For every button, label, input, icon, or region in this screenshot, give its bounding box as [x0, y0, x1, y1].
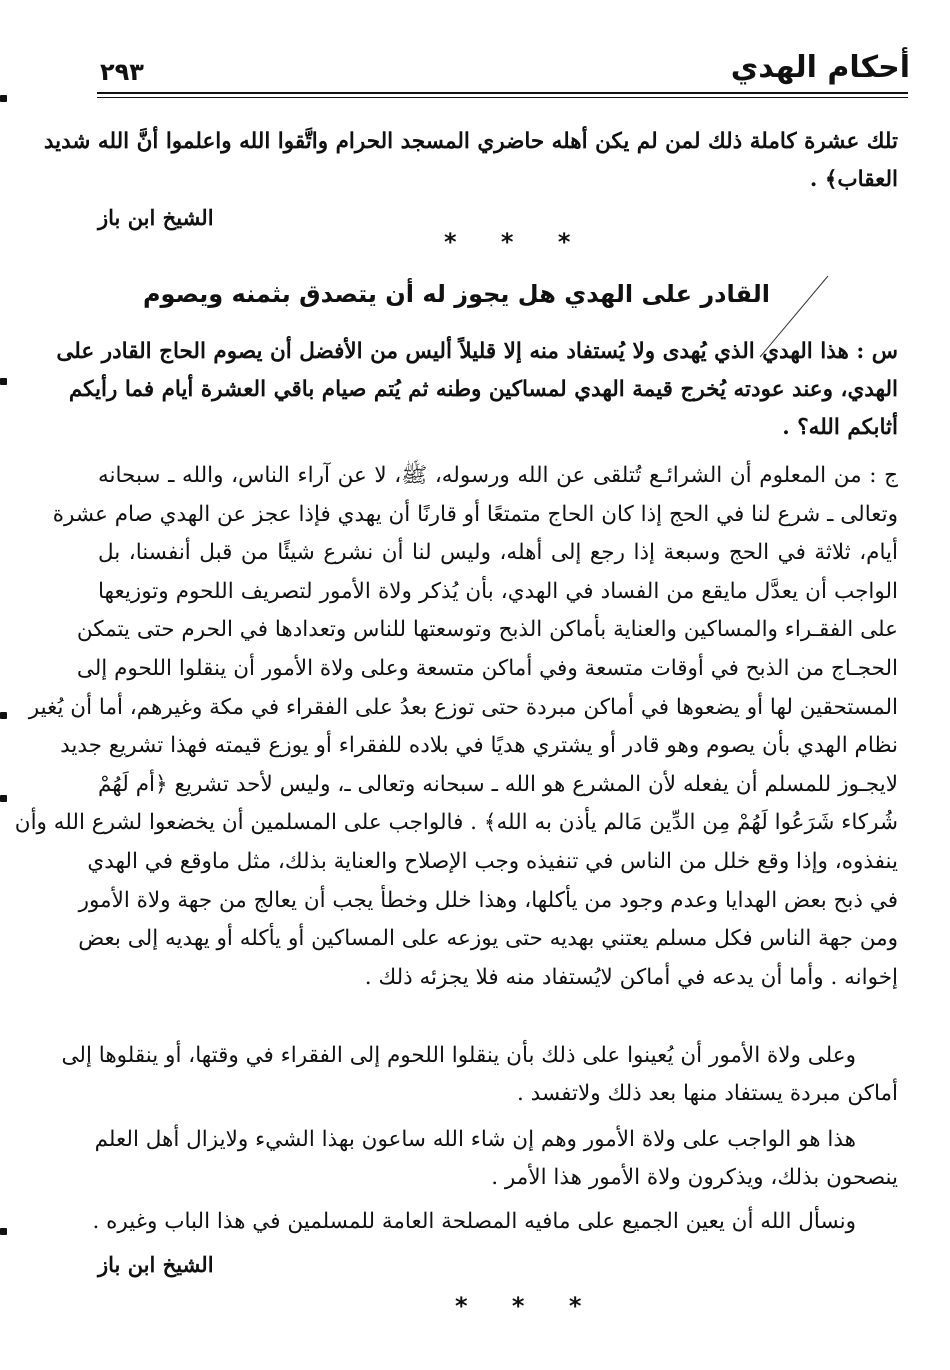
answer-line: وتعالى ـ شرع لنا في الحج إذا كان الحاج متمتعًا أو قارنًا أن يهدي فإذا عجز عن الهدي صام عشرة — [52, 501, 898, 527]
answer-line: الحجـاج من الذبح في أوقات متسعة وفي أماكن متسعة وعلى ولاة الأمور أن ينقلوا اللحوم إلى — [76, 656, 898, 681]
separator-stars: * * * — [444, 228, 589, 256]
margin-mark — [0, 95, 7, 102]
margin-mark — [0, 1228, 7, 1235]
para2-line: أماكن مبردة يستفاد منها بعد ذلك ولاتفسد . — [517, 1081, 898, 1106]
para4-line: ونسأل الله أن يعين الجميع على مافيه المصلحة العامة للمسلمين في هذا الباب وغيره . — [92, 1209, 856, 1234]
answer-line: على الفقـراء والمساكين والعناية بأماكن الذبح وتوسعتها للناس وتعدادها في الحرم حتى يتمكن — [76, 617, 898, 643]
para2-line: وعلى ولاة الأمور أن يُعينوا على ذلك بأن ينقلوا اللحوم إلى الفقراء في وقتها، أو ينقلوها إلى — [61, 1043, 856, 1068]
answer-line: لايجـوز للمسلم أن يفعله لأن المشرع هو الله ـ سبحانه وتعالى ـ، وليس لأحد تشريع ﴿أم لَهُمْ — [98, 771, 898, 797]
question-line: س : هذا الهدي الذي يُهدى ولا يُستفاد منه إلا قليلاً أليس من الأفضل أن يصوم الحاج القادر على — [56, 339, 898, 364]
footer-separator-stars: * * * — [455, 1292, 600, 1320]
answer-line: الواجب أن يعدَّل مايقع من الفساد في الهدي، بأن يُذكر ولاة الأمور لتصريف اللحوم وتوزيعها — [98, 578, 898, 604]
intro-signature: الشيخ ابن باز — [98, 205, 214, 230]
answer-line: أيام، ثلاثة في الحج وسبعة إذا رجع إلى أهله، وليس لنا أن نشرع شيئًا من قبل أنفسنا، بل — [98, 540, 898, 566]
margin-mark — [0, 712, 7, 719]
answer-line: المستحقين لها أو يضعوها في أماكن مبردة حتى توزع بعدُ على الفقراء في مكة وغيرهم، أما أن يُغير — [28, 694, 898, 720]
answer-line: شُركاء شَرَعُوا لَهُمْ مِن الدِّين مَالم يأذن به الله﴾ . فالواجب على المسلمين أن يخضعوا لشرع الله وأن — [14, 810, 898, 836]
answer-line: ج : من المعلوم أن الشرائـع تُتلقى عن الله ورسوله، ﷺ، لا عن آراء الناس، والله ـ سبحانه — [98, 463, 898, 488]
answer-line: ومن جهة الناس فكل مسلم يعتني بهديه حتى يوزعه على المساكين أو يأكله أو يهديه إلى بعض — [78, 926, 898, 952]
header-rule-thin — [97, 97, 908, 98]
answer-line: ينفذوه، وإذا وقع خلل من الناس في تنفيذه وجب الإصلاح والعناية بذلك، مثل ماوقع في الهدي — [87, 849, 898, 874]
pencil-mark — [750, 272, 830, 362]
para3-line: ينصحون بذلك، ويذكرون ولاة الأمور هذا الأمر . — [491, 1165, 898, 1190]
answer-line: نظام الهدي بأن يصوم وهو قادر أو يشتري هديًا في بلاده للفقراء أو يوزع قيمته فهذا تشريع جديد — [60, 733, 898, 759]
intro-line-2: العقاب﴾ . — [809, 167, 898, 192]
para3-line: هذا هو الواجب على ولاة الأمور وهم إن شاء الله ساعون بهذا الشيء ولايزال أهل العلم — [94, 1127, 856, 1152]
margin-mark — [0, 378, 7, 385]
margin-mark — [0, 795, 7, 802]
question-line: الهدي، وعند عودته يُخرج قيمة الهدي لمساكين وطنه ثم يُتم صيام باقي العشرة أيام فما رأيكم — [68, 377, 898, 402]
answer-line: إخوانه . وأما أن يدعه في أماكن لايُستفاد منه فلا يجزئه ذلك . — [364, 964, 898, 990]
section-heading: القادر على الهدي هل يجوز له أن يتصدق بثمنه ويصوم — [142, 280, 770, 308]
question-line: أثابكم الله؟ . — [782, 415, 898, 440]
header-rule — [97, 92, 908, 94]
page-number: ٢٩٣ — [100, 58, 144, 86]
running-title: أحكام الهدي — [730, 50, 910, 85]
answer-line: في ذبح بعض الهدايا وعدم وجود من يأكلها، وهذا خلل وخطأ يجب أن يعالج من جهة ولاة الأمور — [78, 887, 898, 913]
section-signature: الشيخ ابن باز — [98, 1252, 214, 1277]
intro-line-1: تلك عشرة كاملة ذلك لمن لم يكن أهله حاضري المسجد الحرام واتَّقوا الله واعلموا أنَّ الله شديد — [43, 129, 898, 154]
